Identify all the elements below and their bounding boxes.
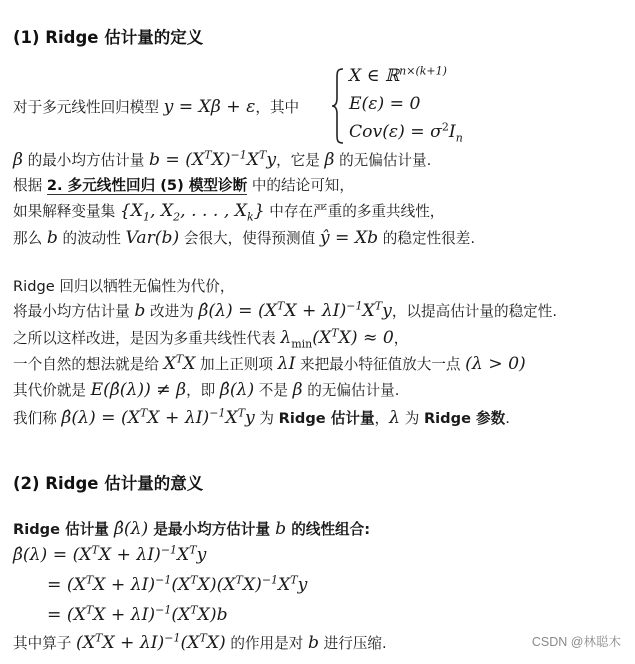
eigenvalue-line: 之所以这样改进，是因为多重共线性代表 $\lambda_{min}(X^TX) \approx 0$， — [13, 326, 409, 351]
model-line: 对于多元线性回归模型 y = Xβ + ε，其中 — [13, 97, 300, 117]
compression-line: 其中算子 $(X^TX + \lambda I)^{-1}(X^TX)$ 的作用是对 b 进行压缩. — [13, 631, 387, 653]
variance-line: 那么 b 的波动性 Var(b) 会很大，使得预测值 ŷ = Xb 的稳定性很差. — [13, 228, 475, 248]
csdn-watermark: CSDN @林聪木 — [531, 635, 621, 649]
case-design-matrix: X ∈ ℝ$^{n\times(k+1)}$ — [349, 64, 447, 86]
reference-link[interactable]: 2. 多元线性回归 (5) 模型诊断 — [46, 177, 248, 194]
reference-line: 根据 2. 多元线性回归 (5) 模型诊断 中的结论可知， — [13, 177, 354, 194]
regularization-line: 一个自然的想法就是给 $X^TX$ 加上正则项 λI 来把最小特征值放大一点 (λ > 0) — [13, 352, 526, 374]
assumptions-cases — [331, 64, 531, 148]
derivation-step-1: β̂(λ) = $(X^TX + \lambda I)^{-1}X^Ty$ — [13, 543, 207, 565]
multicollinearity-line: 如果解释变量集 {$X_1$, $X_2$, . . . , $X_k$} 中存在严重的多重共线性， — [13, 201, 445, 224]
ridge-definition-line: 我们称 β̂(λ) = $(X^TX + \lambda I)^{-1}X^Ty$ 为 Ridge 估计量，λ 为 Ridge 参数. — [13, 406, 510, 428]
case-covariance: $Cov(\varepsilon) = \sigma^2I_n$ — [349, 120, 463, 145]
document: (1) Ridge 估计量的定义 对于多元线性回归模型 y = Xβ + ε，其中 X ∈ ℝ$^{n\times(k+1)}$ E(ε) = 0 $Cov(\varepsilon) = \sigma^2I_n$ β 的最小均方估计量 $b = (X^TX)^{-1}X^Ty$，它是 β 的无偏估计量. 根据 2. 多元线性回归 (5) 模型诊断 中的结论可知， 如果解释变量集 {$X_1$, $X_2$, . . . , $X_k$} 中存在严重的多重共线性， 那么 b 的波动性 Var(b) 会很大，使得预测值 ŷ = Xb 的稳定性很差. Ridge 回归以牺牲无偏性为代价， 将最小均方估计量 b 改进为 β̂(λ) = $(X^TX + \lambda I)^{-1}X^Ty$，以提高估计量的稳定性. 之所以这样改进，是因为多重共线性代表 $\lambda_{min}(X^TX) \approx 0$， 一个自然的想法就是给 $X^TX$ 加上正则项 λI 来把最小特征值放大一点 (λ > 0) 其代价就是 E(β̂(λ)) ≠ β，即 β̂(λ) 不是 β 的无偏估计量. 我们称 β̂(λ) = $(X^TX + \lambda I)^{-1}X^Ty$ 为 Ridge 估计量，λ 为 Ridge 参数. (2) Ridge 估计量的意义 Ridge 估计量 β̂(λ) 是最小均方估计量 b 的线性组合: β̂(λ) = $(X^TX + \lambda I)^{-1}X^Ty$ = $(X^TX + \lambda I)^{-1}(X^TX)(X^TX)^{-1}X^Ty$ = $(X^TX + \lambda I)^{-1}(X^TX)b$ 其中算子 $(X^TX + \lambda I)^{-1}(X^TX)$ 的作用是对 b 进行压缩. — [13, 0, 628, 664]
bias-line: 其代价就是 E(β̂(λ)) ≠ β，即 β̂(λ) 不是 β 的无偏估计量. — [13, 380, 400, 400]
linear-combination-line: Ridge 估计量 β̂(λ) 是最小均方估计量 b 的线性组合: — [13, 519, 371, 539]
model-equation: y = Xβ + ε — [163, 97, 256, 117]
ols-estimator-line: β 的最小均方估计量 $b = (X^TX)^{-1}X^Ty$，它是 β 的无偏估计量. — [13, 148, 432, 170]
ridge-intro-line: Ridge 回归以牺牲无偏性为代价， — [13, 278, 235, 295]
section-title-meaning: (2) Ridge 估计量的意义 — [13, 474, 204, 493]
case-zero-mean: E(ε) = 0 — [349, 94, 421, 114]
section-title-definition: (1) Ridge 估计量的定义 — [13, 28, 204, 47]
left-brace — [331, 68, 345, 144]
ridge-improvement-line: 将最小均方估计量 b 改进为 β̂(λ) = $(X^TX + \lambda I)^{-1}X^Ty$，以提高估计量的稳定性. — [13, 299, 557, 321]
